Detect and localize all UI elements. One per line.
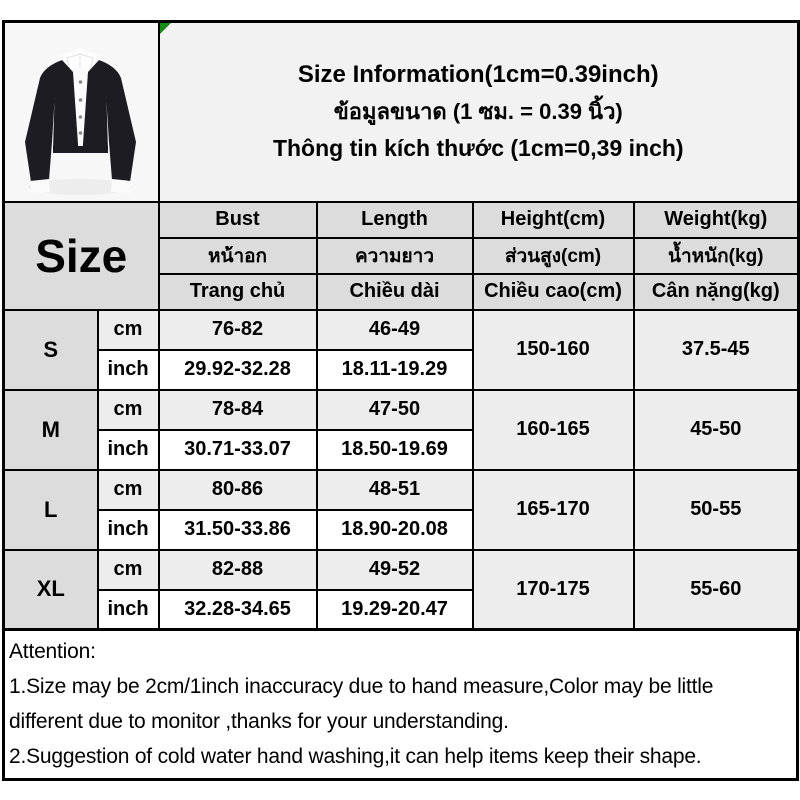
col-header-weight-th: น้ำหนัก(kg) <box>634 238 799 274</box>
col-header-height-en: Height(cm) <box>473 202 634 238</box>
col-header-bust-en: Bust <box>159 202 317 238</box>
unit-label-cm: cm <box>98 310 159 350</box>
attention-heading: Attention: <box>9 640 96 663</box>
product-image <box>4 22 159 202</box>
bust-cm-value: 76-82 <box>159 310 317 350</box>
size-chart-sheet <box>2 20 797 781</box>
title-thai: ข้อมูลขนาด (1 ซม. = 0.39 นิ้ว) <box>333 99 623 125</box>
col-header-bust-th: หน้าอก <box>159 238 317 274</box>
weight-value: 37.5-45 <box>634 310 799 390</box>
bust-cm-value: 78-84 <box>159 390 317 430</box>
jacket-illustration <box>5 24 156 200</box>
size-info-title <box>159 22 799 202</box>
length-cm-value: 48-51 <box>317 470 473 510</box>
attention-note-2: 2.Suggestion of cold water hand washing,it can help items keep their shape. <box>9 745 702 768</box>
weight-value: 50-55 <box>634 470 799 550</box>
bust-inch-value: 31.50-33.86 <box>159 510 317 550</box>
bust-inch-value: 30.71-33.07 <box>159 430 317 470</box>
length-cm-value: 47-50 <box>317 390 473 430</box>
unit-label-cm: cm <box>98 390 159 430</box>
col-header-length-vi: Chiều dài <box>317 274 473 310</box>
bust-cm-value: 82-88 <box>159 550 317 590</box>
unit-label-inch: inch <box>98 590 159 630</box>
col-header-height-th: ส่วนสูง(cm) <box>473 238 634 274</box>
length-inch-value: 18.11-19.29 <box>317 350 473 390</box>
unit-label-inch: inch <box>98 510 159 550</box>
attention-note-1: 1.Size may be 2cm/1inch inaccuracy due to hand measure,Color may be little different due to monitor ,thanks for your understanding. <box>9 675 714 733</box>
col-header-bust-vi: Trang chủ <box>159 274 317 310</box>
height-value: 165-170 <box>473 470 634 550</box>
size-label: L <box>4 470 98 550</box>
length-inch-value: 18.90-20.08 <box>317 510 473 550</box>
col-header-weight-en: Weight(kg) <box>634 202 799 238</box>
size-header: Size <box>4 202 159 310</box>
bust-cm-value: 80-86 <box>159 470 317 510</box>
weight-value: 45-50 <box>634 390 799 470</box>
length-inch-value: 19.29-20.47 <box>317 590 473 630</box>
bust-inch-value: 29.92-32.28 <box>159 350 317 390</box>
bust-inch-value: 32.28-34.65 <box>159 590 317 630</box>
height-value: 160-165 <box>473 390 634 470</box>
size-label: XL <box>4 550 98 630</box>
height-value: 150-160 <box>473 310 634 390</box>
weight-value: 55-60 <box>634 550 799 630</box>
attention-notes <box>2 631 799 781</box>
length-cm-value: 46-49 <box>317 310 473 350</box>
col-header-length-th: ความยาว <box>317 238 473 274</box>
title-english: Size Information(1cm=0.39inch) <box>297 61 659 89</box>
col-header-length-en: Length <box>317 202 473 238</box>
col-header-height-vi: Chiều cao(cm) <box>473 274 634 310</box>
unit-label-inch: inch <box>98 430 159 470</box>
length-inch-value: 18.50-19.69 <box>317 430 473 470</box>
size-table <box>2 20 800 631</box>
height-value: 170-175 <box>473 550 634 630</box>
unit-label-cm: cm <box>98 550 159 590</box>
size-label: M <box>4 390 98 470</box>
unit-label-inch: inch <box>98 350 159 390</box>
col-header-weight-vi: Cân nặng(kg) <box>634 274 799 310</box>
size-label: S <box>4 310 98 390</box>
unit-label-cm: cm <box>98 470 159 510</box>
title-vietnamese: Thông tin kích thước (1cm=0,39 inch) <box>272 135 684 162</box>
length-cm-value: 49-52 <box>317 550 473 590</box>
green-corner-marker-icon <box>160 23 171 34</box>
